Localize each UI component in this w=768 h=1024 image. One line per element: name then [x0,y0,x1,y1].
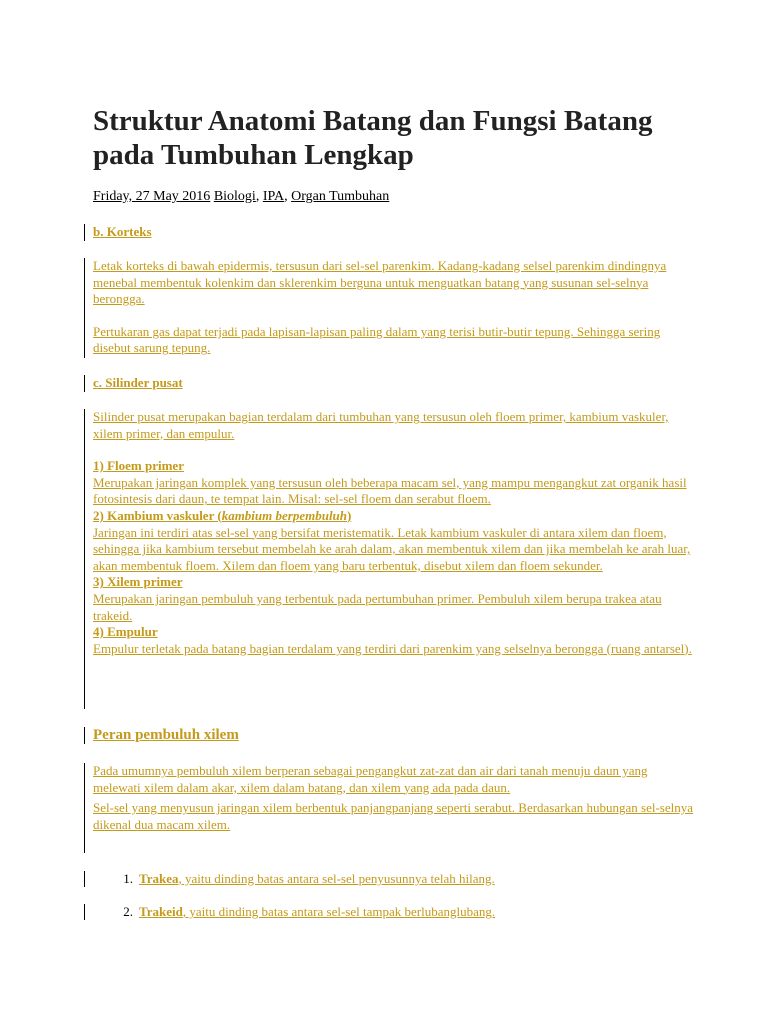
trakea-term: Trakea [139,871,179,886]
silinder-heading-block [84,375,693,392]
post-date-link[interactable]: Friday, 27 May 2016 [93,189,211,204]
trakeid-term: Trakeid [139,904,183,919]
kambium-heading: 2) Kambium vaskuler (kambium berpembuluh) [93,507,352,523]
peran-heading: Peran pembuluh xilem [93,727,239,743]
peran-heading-block [84,727,693,744]
silinder-intro: Silinder pusat merupakan bagian terdalam dari tumbuhan yang tersusun oleh floem primer, kambium vaskuler, xilem primer, dan empulur. [93,409,669,441]
empulur-heading: 4) Empulur [93,624,158,640]
list-item: 1. Trakea, yaitu dinding batas antara sel-sel penyusunnya telah hilang. [84,871,693,887]
silinder-heading: c. Silinder pusat [93,375,183,390]
post-meta: Friday, 27 May 2016 Biologi, IPA, Organ Tumbuhan [93,189,390,204]
label-ipa-link[interactable]: IPA [262,189,285,204]
korteks-paragraph-1: Letak korteks di bawah epidermis, tersusun dari sel-sel parenkim. Kadang-kadang selsel parenkim dindingnya menebal membentuk kolenkim dan sklerenkim berguna untuk menguatkan batang yang susunan sel-selnya berongga. [93,258,667,307]
label-organ-link[interactable]: Organ Tumbuhan [291,189,390,204]
xilem-text: Merupakan jaringan pembuluh yang terbentuk pada pertumbuhan primer. Pembuluh xilem berupa trakea atau trakeid. [93,590,662,623]
peran-paragraph-2: Sel-sel yang menyusun jaringan xilem berbentuk panjangpanjang seperti serabut. Berdasarkan hubungan sel-selnya dikenal dua macam xilem. [93,800,693,832]
list-item: 2. Trakeid, yaitu dinding batas antara sel-sel tampak berlubanglubang. [84,904,693,920]
label-biologi-link[interactable]: Biologi [213,189,256,204]
korteks-heading-block [84,224,693,241]
floem-text: Merupakan jaringan komplek yang tersusun oleh beberapa macam sel, yang mampu mengangkut zat organik hasil fotosintesis dari daun, te tempat lain. Misal: sel-sel floem dan serabut floem. [93,474,687,507]
korteks-paragraph-2: Pertukaran gas dapat terjadi pada lapisan-lapisan paling dalam yang terisi butir-butir tepung. Sehingga sering disebut sarung tepung. [93,323,661,356]
korteks-heading: b. Korteks [93,224,152,239]
peran-body [84,763,693,853]
xilem-heading: 3) Xilem primer [93,574,183,590]
kambium-text: Jaringan ini terdiri atas sel-sel yang bersifat meristematik. Letak kambium vaskuler di antara xilem dan floem, sehingga jika kambium tersebut membelah ke arah dalam, akan membentuk xilem dan jika membelah ke arah luar, akan membentuk floem. Xilem dan floem yang baru terbentuk, disebut xilem dan floem sekunder. [93,524,691,573]
floem-heading: 1) Floem primer [93,458,184,474]
korteks-body [84,258,693,358]
post-title: Struktur Anatomi Batang dan Fungsi Batang pada Tumbuhan Lengkap [93,105,653,171]
empulur-text: Empulur terletak pada batang bagian terdalam yang terdiri dari parenkim yang selselnya berongga (ruang antarsel). [93,640,692,656]
peran-paragraph-1: Pada umumnya pembuluh xilem berperan sebagai pengangkut zat-zat dan air dari tanah menuju daun yang melewati xilem dalam akar, xilem dalam batang, dan xilem yang ada pada daun. [93,763,648,795]
silinder-body [84,409,693,709]
